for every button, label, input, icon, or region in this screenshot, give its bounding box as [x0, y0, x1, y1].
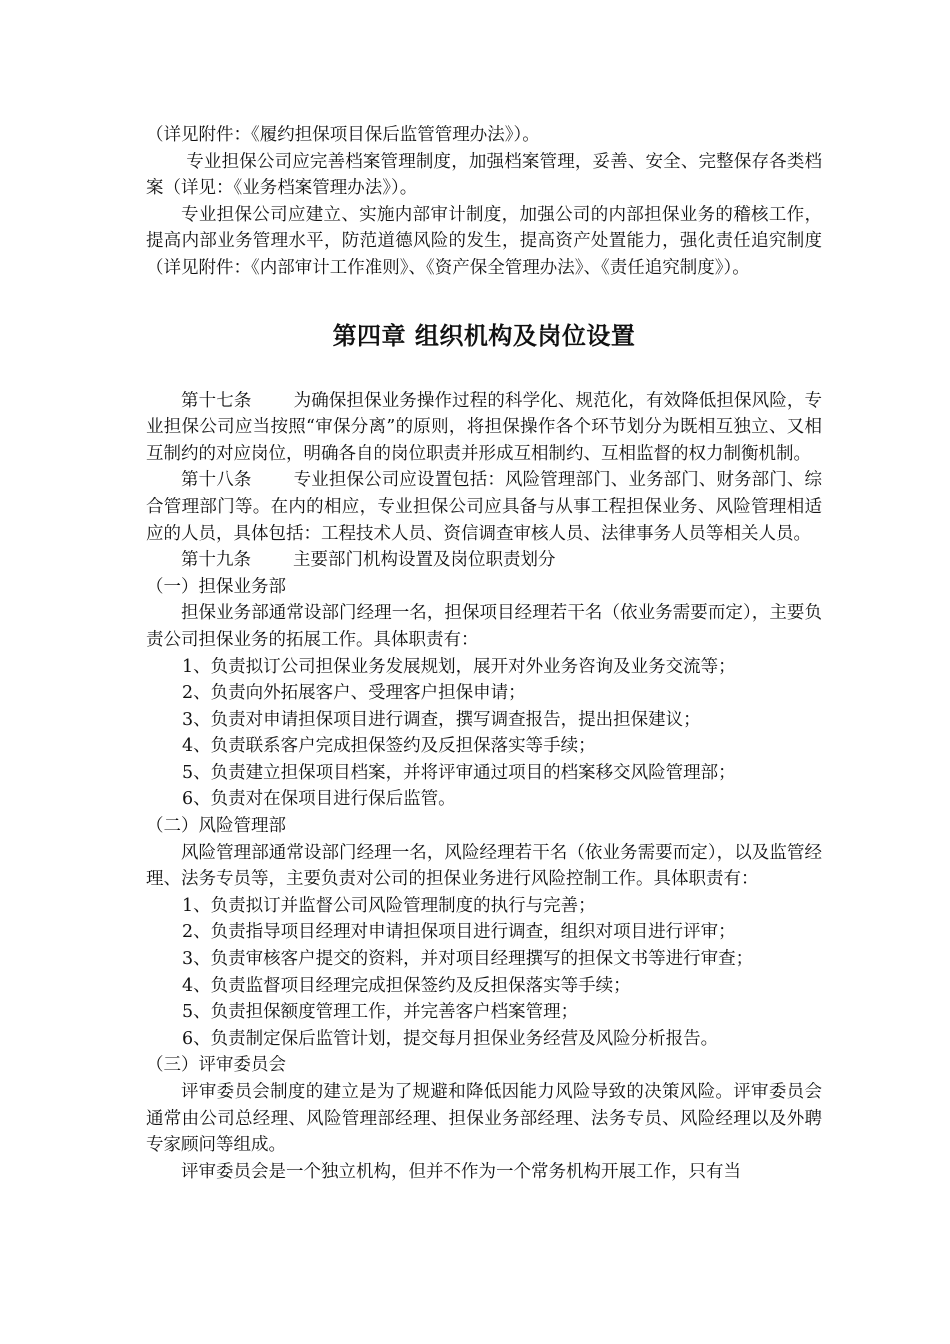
section-review-committee-paragraph-2: 评审委员会是一个独立机构，但并不作为一个常务机构开展工作，只有当	[181, 1161, 741, 1182]
article-19-label: 第十九条	[181, 550, 251, 571]
section-risk-management-intro: 风险管理部通常设部门经理一名，风险经理若干名（依业务需要而定），以及监管经理、法务专员等，主要负责对公司的担保业务进行风险控制工作。具体职责有：	[146, 842, 822, 890]
article-18	[146, 467, 822, 547]
paragraph-internal-audit: 专业担保公司应建立、实施内部审计制度，加强公司的内部担保业务的稽核工作，提高内部业务管理水平，防范道德风险的发生，提高资产处置能力，强化责任追究制度（详见附件：《内部审计工作准则》、《资产保全管理办法》、《责任追究制度》）。	[146, 204, 822, 278]
list-item: 1、负责拟订公司担保业务发展规划，展开对外业务咨询及业务交流等；	[182, 656, 736, 677]
section-heading-review-committee: （三）评审委员会	[146, 1055, 286, 1076]
list-item: 1、负责拟订并监督公司风险管理制度的执行与完善；	[182, 895, 596, 916]
list-item: 3、负责审核客户提交的资料，并对项目经理撰写的担保文书等进行审查；	[182, 949, 754, 970]
section-heading-risk-management: （二）风险管理部	[146, 816, 286, 837]
section-review-committee-paragraph-1: 评审委员会制度的建立是为了规避和降低因能力风险导致的决策风险。评审委员会通常由公司总经理、风险管理部经理、担保业务部经理、法务专员、风险经理以及外聘专家顾问等组成。	[146, 1082, 822, 1156]
list-item: 2、负责指导项目经理对申请担保项目进行调查，组织对项目进行评审；	[182, 922, 736, 943]
list-item: 5、负责担保额度管理工作，并完善客户档案管理；	[182, 1002, 579, 1023]
article-19	[146, 547, 822, 574]
document-page	[146, 122, 822, 1185]
article-17	[146, 388, 822, 468]
list-item: 3、负责对申请担保项目进行调查，撰写调查报告，提出担保建议；	[182, 709, 701, 730]
article-18-label: 第十八条	[181, 470, 252, 491]
list-item: 6、负责制定保后监管计划，提交每月担保业务经营及风险分析报告。	[182, 1028, 719, 1049]
section-heading-guarantee-business: （一）担保业务部	[146, 576, 286, 597]
list-item: 6、负责对在保项目进行保后监管。	[182, 789, 456, 810]
article-19-text: 主要部门机构设置及岗位职责划分	[293, 550, 556, 571]
list-item: 4、负责监督项目经理完成担保签约及反担保落实等手续；	[182, 975, 631, 996]
paragraph-archive-management: 专业担保公司应完善档案管理制度，加强档案管理，妥善、安全、完整保存各类档案（详见：《业务档案管理办法》）。	[146, 151, 822, 199]
section-guarantee-business-intro: 担保业务部通常设部门经理一名，担保项目经理若干名（依业务需要而定），主要负责公司担保业务的拓展工作。具体职责有：	[146, 603, 822, 650]
article-18-text: 专业担保公司应设置包括：风险管理部门、业务部门、财务部门、综合管理部门等。在内的相应，专业担保公司应具备与从事工程担保业务、风险管理相适应的人员，具体包括：工程技术人员、资信调查审核人员、法律事务人员等相关人员。	[146, 470, 823, 544]
list-item: 5、负责建立担保项目档案，并将评审通过项目的档案移交风险管理部；	[182, 762, 736, 783]
list-item: 2、负责向外拓展客户、受理客户担保申请；	[182, 683, 526, 704]
article-17-text: 为确保担保业务操作过程的科学化、规范化，有效降低担保风险，专业担保公司应当按照“审保分离”的原则，将担保操作各个环节划分为既相互独立、又相互制约的对应岗位，明确各自的岗位职责并形成互相制约、互相监督的权力制衡机制。	[146, 390, 823, 464]
list-item: 4、负责联系客户完成担保签约及反担保落实等手续；	[182, 736, 596, 757]
article-17-label: 第十七条	[181, 390, 252, 411]
chapter-title: 第四章 组织机构及岗位设置	[332, 320, 636, 350]
paragraph-attachment-note: （详见附件：《履约担保项目保后监管管理办法》）。	[146, 125, 540, 145]
